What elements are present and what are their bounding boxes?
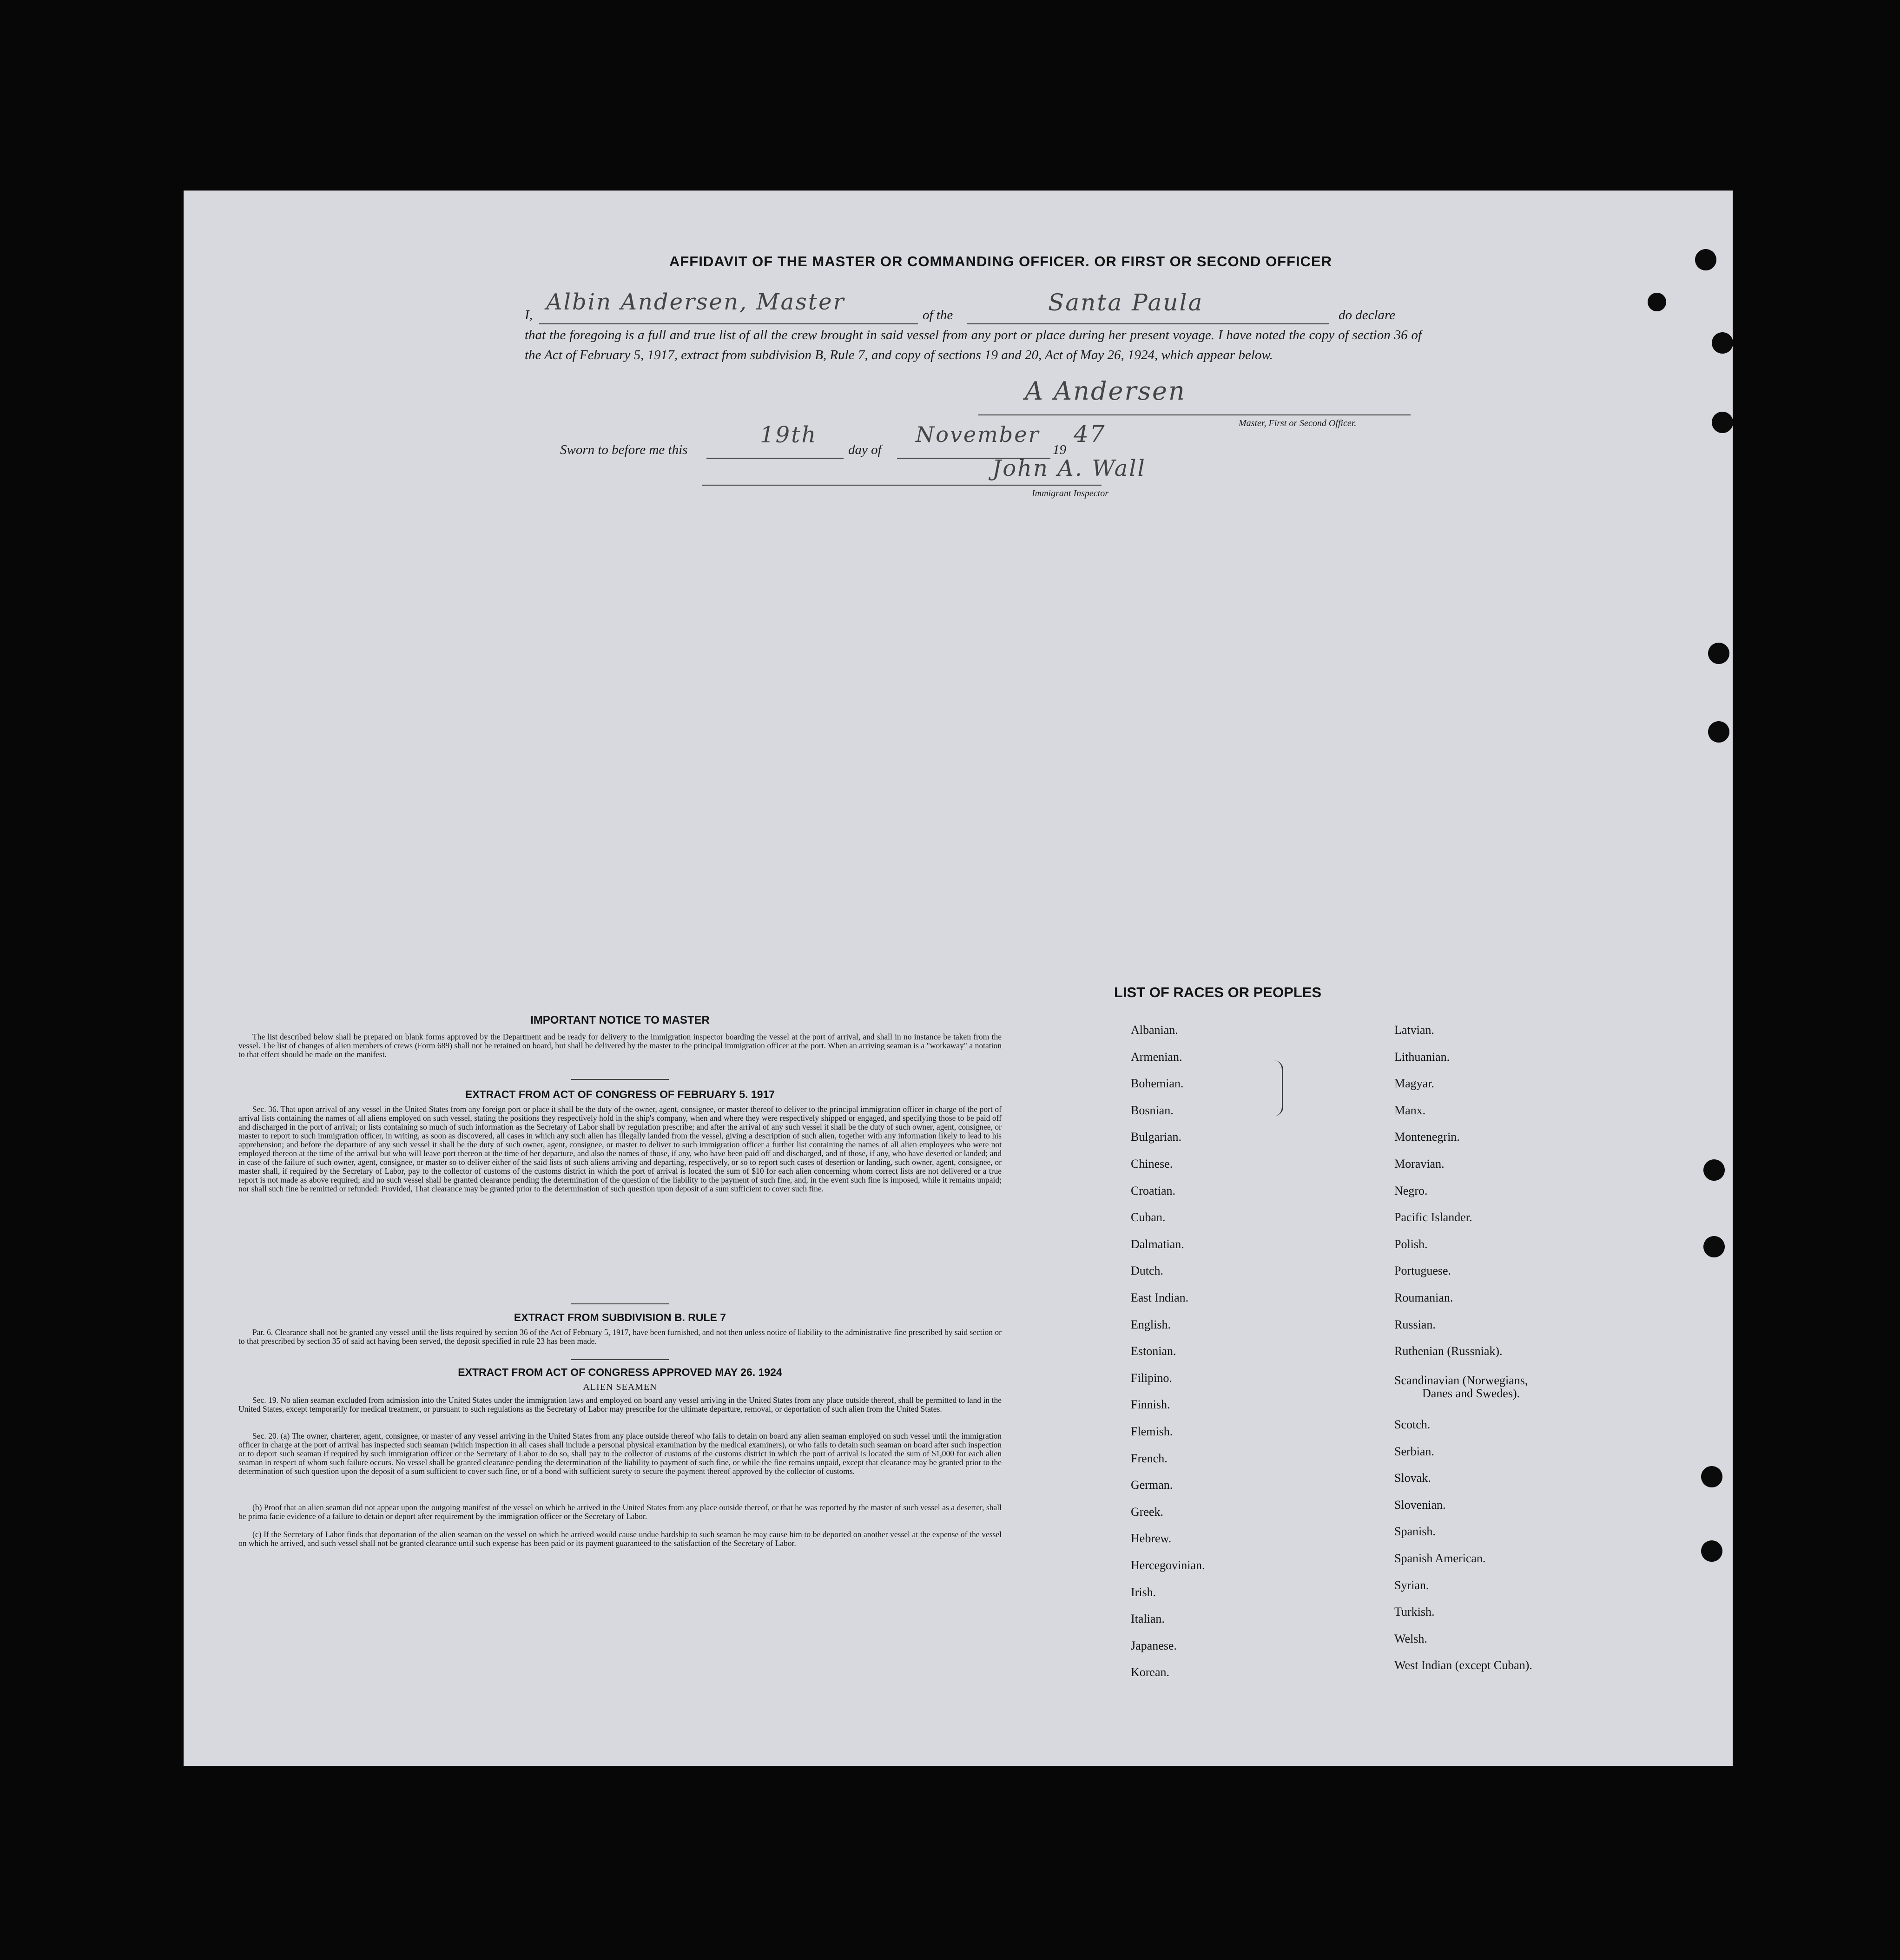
- punch-hole: [1708, 721, 1729, 743]
- race-item: Bosnian.: [1131, 1103, 1174, 1117]
- race-item: Pacific Islander.: [1394, 1210, 1472, 1224]
- inspector-signature-line: [702, 485, 1102, 486]
- year-suffix: 47: [1074, 421, 1106, 447]
- race-item: Japanese.: [1131, 1638, 1177, 1652]
- race-item: Montenegrin.: [1394, 1130, 1460, 1144]
- sworn-day-line: [706, 458, 844, 459]
- race-item: Korean.: [1131, 1665, 1170, 1679]
- document-page: [184, 191, 1733, 1766]
- race-item: Latvian.: [1394, 1023, 1434, 1037]
- extract-rule7-body: Par. 6. Clearance shall not be granted any vessel until the lists required by section 36 of the Act of February 5, 1917, have been furnished, and not then unless notice of liability to the administrative fine prescribed by said section or to that prescribed by section 35 of said act having been served, the deposit specified in rule 23 has been made.: [238, 1328, 1002, 1346]
- section-divider: [571, 1359, 669, 1360]
- notice-body: The list described below shall be prepared on blank forms approved by the Department and be ready for delivery to the immigration inspector boarding the vessel at the port of arrival, and shall in no instance be taken from the vessel. The list of changes of alien members of crews (Form 689) shall not be retained on board, but shall be delivered by the master to the principal immigration officer at the port. When an arriving seaman is a "workaway" a notation to that effect should be made on the manifest.: [238, 1032, 1002, 1059]
- race-item: Slovak.: [1394, 1471, 1431, 1485]
- race-item: Estonian.: [1131, 1344, 1176, 1358]
- race-item: Magyar.: [1394, 1077, 1434, 1091]
- race-item: Welsh.: [1394, 1631, 1427, 1645]
- sworn-month: November: [916, 422, 1040, 447]
- extract-1924-sec20a: Sec. 20. (a) The owner, charterer, agent, consignee, or master of any vessel arriving in the United States from any place outside thereof who fails to detain on board any alien seaman employed on such vessel until the immigration officer in charge at the port of arrival has inspected such seaman (which inspection in all cases shall include a personal physical examination by the medical examiners), or who fails to detain such seaman on board after such inspection or to deport such seaman if required by such immigration officer or the Secretary of Labor to do so, shall pay to the collector of customs of the customs district in which the port of arrival is located the sum of $1,000 for each alien seaman in respect of whom such failure occurs. No vessel shall be granted clearance pending the determination of the liability to payment of such fine, or while the fine remains unpaid, except that clearance may be granted prior to the determination of such question upon the deposit of a sum sufficient to cover such fine, or of a bond with sufficient surety to secure the payment thereof approved by the collector of customs.: [238, 1431, 1002, 1476]
- sworn-day: 19th: [760, 422, 818, 448]
- section-divider: [571, 1303, 669, 1304]
- race-item: Scandinavian (Norwegians,: [1394, 1374, 1528, 1387]
- race-item: Roumanian.: [1394, 1291, 1453, 1304]
- alien-seamen-subtitle: ALIEN SEAMEN: [583, 1382, 657, 1392]
- punch-hole: [1648, 293, 1666, 311]
- extract-1924-sec20c: (c) If the Secretary of Labor finds that deportation of the alien seaman on the vessel on which he arrived would cause undue hardship to such seaman he may cause him to be deported on another vessel at the expense of the vessel on which he arrived, and such vessel shall not be granted clearance until such expense has been paid or its payment guaranteed to the satisfaction of the Secretary of Labor.: [238, 1530, 1002, 1548]
- year-prefix: 19: [1053, 442, 1066, 457]
- sworn-prefix: Sworn to before me this: [560, 442, 688, 457]
- race-item: Spanish American.: [1394, 1552, 1486, 1565]
- race-item: Scotch.: [1394, 1418, 1431, 1431]
- race-item: Bulgarian.: [1131, 1130, 1182, 1144]
- race-item: Danes and Swedes).: [1422, 1387, 1520, 1400]
- race-item: Negro.: [1394, 1184, 1428, 1197]
- affidavit-prefix: I,: [525, 308, 533, 322]
- extract-1924-title: EXTRACT FROM ACT OF CONGRESS APPROVED MAY 26. 1924: [458, 1366, 782, 1378]
- race-item: Cuban.: [1131, 1210, 1166, 1224]
- race-item: Syrian.: [1394, 1578, 1429, 1592]
- race-item: Filipino.: [1131, 1371, 1172, 1385]
- punch-hole: [1701, 1540, 1722, 1562]
- race-item: Ruthenian (Russniak).: [1394, 1344, 1503, 1358]
- master-signature-caption: Master, First or Second Officer.: [1239, 418, 1357, 428]
- extract-1917-body: Sec. 36. That upon arrival of any vessel in the United States from any foreign port or place it shall be the duty of the owner, agent, consignee, or master thereof to deliver to the principal immigration officer in charge of the port of arrival lists containing the names of all aliens employed on such vessel, stating the positions they respectively hold in the ship's company, when and where they were respectively shipped or engaged, and specifying those to be paid off and discharged in the port of arrival; or lists containing so much of such information as the Secretary of Labor shall by regulation prescribe; and after the arrival of any such vessel it shall be the duty of such owner, agent, consignee, or master to report to such immigration officer, in writing, as soon as discovered, all cases in which any such alien has illegally landed from the vessel, giving a description of such alien, together with any information likely to lead to his apprehension; and before the departure of any such vessel it shall be the duty of such owner, agent, consignee, or master to deliver to such immigration officer a further list containing the names of all alien employees who were not employed thereon at the time of the arrival but who will leave port thereon at the time of her departure, and also the names of those, if any, who have been paid off and discharged, and of those, if any, who have deserted or landed; and in case of the failure of such owner, agent, consignee, or master so to deliver either of the said lists of such aliens arriving and departing, respectively, or so to report such cases of desertion or landing, such owner, agent, consignee, or master shall, if required by the Secretary of Labor, pay to the collector of customs of the customs district in which the port of arrival is located the sum of $10 for each alien concerning whom correct lists are not delivered or a true report is not made as above required; and no such vessel shall be granted clearance pending the determination of the question of the liability to the payment of such fine, and, in the event such fine is imposed, while it remains unpaid; nor shall such fine be remitted or refunded: Provided, That clearance may be granted prior to the determination of such question upon deposit of a sum sufficient to cover such fine.: [238, 1105, 1002, 1193]
- do-declare-label: do declare: [1339, 308, 1396, 322]
- race-item: Portuguese.: [1394, 1264, 1451, 1278]
- vessel-name-line: [967, 323, 1329, 324]
- extract-1924-sec19: Sec. 19. No alien seaman excluded from admission into the United States under the immigration laws and employed on board any vessel arriving in the United States from any place outside thereof, shall be permitted to land in the United States, except temporarily for medical treatment, or pursuant to such regulations as the Secretary of Labor may prescribe for the ultimate departure, removal, or deportation of such alien from the United States.: [238, 1395, 1002, 1414]
- race-item: West Indian (except Cuban).: [1394, 1658, 1532, 1672]
- inspector-caption: Immigrant Inspector: [1032, 488, 1108, 499]
- race-item: Italian.: [1131, 1612, 1165, 1626]
- master-name-line: [539, 323, 918, 324]
- extract-rule7-title: EXTRACT FROM SUBDIVISION B. RULE 7: [514, 1311, 726, 1323]
- race-item: French.: [1131, 1451, 1168, 1465]
- master-name-handwritten: Albin Andersen, Master: [546, 289, 845, 315]
- race-item: Albanian.: [1131, 1023, 1178, 1037]
- master-signature: A Andersen: [1025, 376, 1186, 406]
- section-divider: [571, 1079, 669, 1080]
- race-item: Turkish.: [1394, 1605, 1435, 1619]
- races-title: LIST OF RACES OR PEOPLES: [1114, 984, 1322, 1000]
- race-item: Croatian.: [1131, 1184, 1176, 1197]
- race-item: Lithuanian.: [1394, 1050, 1450, 1064]
- punch-hole: [1701, 1466, 1722, 1487]
- day-of-label: day of: [848, 442, 882, 457]
- race-item: Finnish.: [1131, 1398, 1170, 1412]
- race-item: Chinese.: [1131, 1157, 1173, 1171]
- race-item: German.: [1131, 1478, 1173, 1492]
- punch-hole: [1695, 249, 1716, 270]
- race-item: Greek.: [1131, 1505, 1164, 1519]
- affidavit-body: that the foregoing is a full and true list of all the crew brought in said vessel from any port or place during her present voyage. I have noted the copy of section 36 of the Act of February 5, 1917, extract from subdivision B, Rule 7, and copy of sections 19 and 20, Act of May 26, 1924, which appear below.: [525, 328, 1422, 362]
- race-item: Irish.: [1131, 1585, 1156, 1599]
- punch-hole: [1703, 1159, 1725, 1181]
- race-item: Slovenian.: [1394, 1498, 1446, 1512]
- race-item: English.: [1131, 1317, 1171, 1331]
- notice-title: IMPORTANT NOTICE TO MASTER: [530, 1014, 710, 1026]
- vessel-name-handwritten: Santa Paula: [1048, 289, 1204, 316]
- punch-hole: [1708, 643, 1729, 664]
- race-item: Hebrew.: [1131, 1532, 1172, 1546]
- race-item: Manx.: [1394, 1103, 1426, 1117]
- race-item: Bohemian.: [1131, 1077, 1184, 1091]
- punch-hole: [1712, 412, 1733, 433]
- bracket-mark: [1273, 1060, 1283, 1116]
- race-item: Flemish.: [1131, 1425, 1173, 1438]
- race-item: Dalmatian.: [1131, 1237, 1184, 1251]
- inspector-signature: John A. Wall: [992, 455, 1146, 481]
- of-the-label: of the: [923, 308, 953, 322]
- punch-hole: [1703, 1236, 1725, 1257]
- race-item: East Indian.: [1131, 1291, 1189, 1304]
- race-item: Armenian.: [1131, 1050, 1182, 1064]
- affidavit-title: AFFIDAVIT OF THE MASTER OR COMMANDING OFFICER. OR FIRST OR SECOND OFFICER: [669, 253, 1333, 270]
- race-item: Russian.: [1394, 1317, 1436, 1331]
- race-item: Polish.: [1394, 1237, 1428, 1251]
- race-item: Dutch.: [1131, 1264, 1164, 1278]
- race-item: Moravian.: [1394, 1157, 1445, 1171]
- race-item: Spanish.: [1394, 1525, 1436, 1539]
- extract-1917-title: EXTRACT FROM ACT OF CONGRESS OF FEBRUARY 5. 1917: [465, 1088, 775, 1100]
- extract-1924-sec20b: (b) Proof that an alien seaman did not appear upon the outgoing manifest of the vessel on which he arrived in the United States from any place outside thereof, or that he was reported by the master of such vessel as a deserter, shall be prima facie evidence of a failure to detain or deport after requirement by the immigration officer or the Secretary of Labor.: [238, 1503, 1002, 1521]
- punch-hole: [1712, 332, 1733, 354]
- master-signature-line: [978, 414, 1411, 415]
- race-item: Serbian.: [1394, 1444, 1434, 1458]
- race-item: Hercegovinian.: [1131, 1559, 1205, 1572]
